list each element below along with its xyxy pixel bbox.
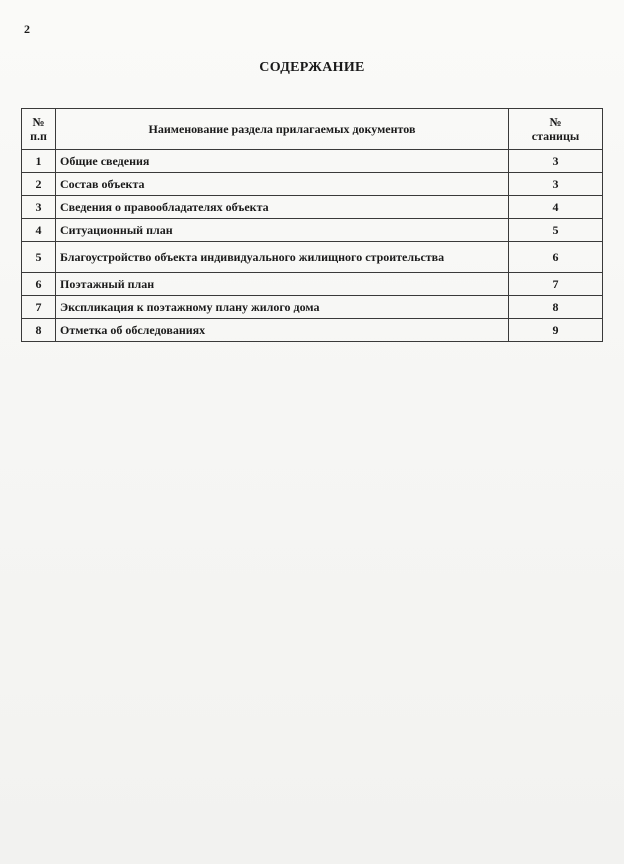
row-number: 2 [22,173,56,196]
page-number: 2 [24,22,30,36]
row-page: 6 [509,242,603,273]
table-row [22,219,603,242]
row-number: 7 [22,296,56,319]
table-row [22,296,603,319]
table-row [22,150,603,173]
row-page: 9 [509,319,603,342]
table-header-row [22,109,603,150]
row-number: 4 [22,219,56,242]
header-number-line2: п.п [30,129,47,143]
row-name: Сведения о правообладателях объекта [56,196,509,219]
row-page: 3 [509,150,603,173]
row-name: Общие сведения [56,150,509,173]
row-page: 8 [509,296,603,319]
table-row [22,196,603,219]
header-page-line2: станицы [531,129,580,143]
header-page-line1: № [549,115,562,129]
row-number: 6 [22,273,56,296]
row-number: 5 [22,242,56,273]
row-number: 1 [22,150,56,173]
contents-table [21,108,603,342]
row-name: Экспликация к поэтажному плану жилого дома [56,296,509,319]
row-page: 4 [509,196,603,219]
header-name: Наименование раздела прилагаемых документов [56,109,509,150]
row-name: Отметка об обследованиях [56,319,509,342]
row-page: 7 [509,273,603,296]
row-name: Благоустройство объекта индивидуального жилищного строительства [56,242,509,273]
row-number: 8 [22,319,56,342]
row-number: 3 [22,196,56,219]
header-number [22,109,56,150]
table-row [22,173,603,196]
row-name: Поэтажный план [56,273,509,296]
header-page [509,109,603,150]
table-row [22,242,603,273]
row-name: Состав объекта [56,173,509,196]
table-row [22,273,603,296]
row-page: 5 [509,219,603,242]
page-title: СОДЕРЖАНИЕ [259,60,365,75]
table-row [22,319,603,342]
row-name: Ситуационный план [56,219,509,242]
header-number-line1: № [32,115,45,129]
row-page: 3 [509,173,603,196]
